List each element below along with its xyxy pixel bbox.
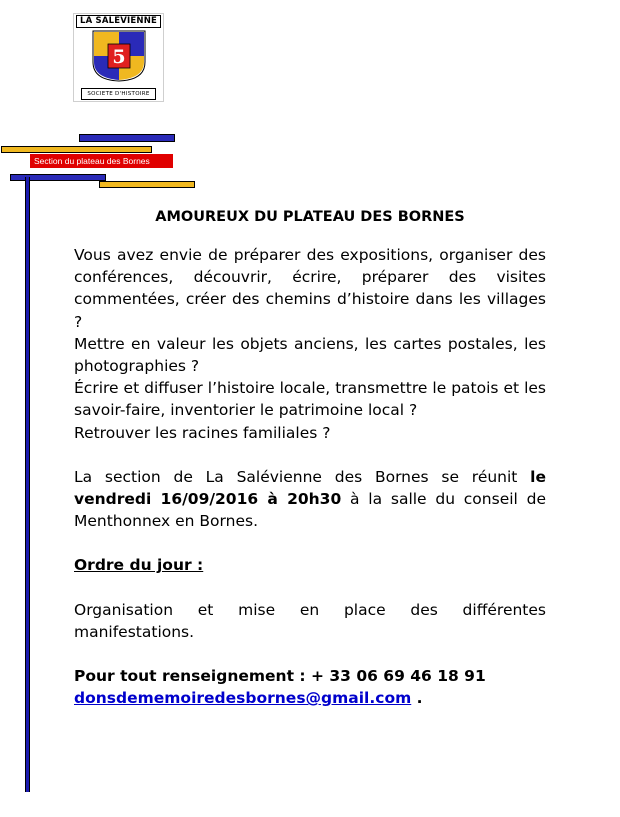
agenda-title: Ordre du jour : bbox=[74, 556, 204, 575]
logo-title-box bbox=[74, 14, 163, 29]
vertical-blue-line bbox=[25, 177, 30, 792]
shield-icon bbox=[91, 30, 147, 82]
meeting-text-before: La section de La Salévienne des Bornes se réunit bbox=[74, 467, 531, 486]
page-title: AMOUREUX DU PLATEAU DES BORNES bbox=[155, 209, 465, 225]
logo-badge: 5 bbox=[112, 46, 126, 68]
lower-gold-bar bbox=[99, 181, 195, 188]
logo-title: LA SALEVIENNE bbox=[76, 15, 161, 28]
meeting-paragraph bbox=[74, 466, 546, 533]
salevienne-logo bbox=[73, 13, 164, 102]
logo-subtitle-box bbox=[81, 88, 156, 100]
email-link[interactable]: donsdememoiredesbornes@gmail.com bbox=[74, 689, 412, 708]
intro-line-4: Retrouver les racines familiales ? bbox=[74, 423, 331, 442]
intro-line-3: Écrire et diffuser l’histoire locale, transmettre le patois et les savoir-faire, inventorier le patrimoine local ? bbox=[74, 379, 546, 420]
contact-block bbox=[74, 665, 546, 709]
meeting-text-after: à la salle du conseil de Menthonnex en Bornes. bbox=[74, 490, 546, 531]
intro-line-2: Mettre en valeur les objets anciens, les cartes postales, les photographies ? bbox=[74, 334, 546, 376]
meeting-date: le vendredi 16/09/2016 à 20h30 bbox=[74, 467, 546, 509]
logo-subtitle: SOCIETE D'HISTOIRE bbox=[87, 91, 150, 97]
agenda-text: Organisation et mise en place des différentes manifestations. bbox=[74, 600, 546, 641]
intro-paragraph bbox=[74, 244, 546, 444]
section-label: Section du plateau des Bornes bbox=[30, 154, 173, 168]
contact-suffix: . bbox=[411, 689, 423, 708]
top-blue-bar bbox=[79, 134, 175, 142]
contact-label: Pour tout renseignement : + 33 06 69 46 18 91 bbox=[74, 667, 486, 686]
document-body bbox=[74, 206, 546, 709]
top-gold-bar bbox=[1, 146, 152, 153]
intro-line-1: Vous avez envie de préparer des expositions, organiser des conférences, découvrir, écrire, préparer des visites commentées, créer des chemins d’histoire dans les villages ? bbox=[74, 246, 546, 331]
